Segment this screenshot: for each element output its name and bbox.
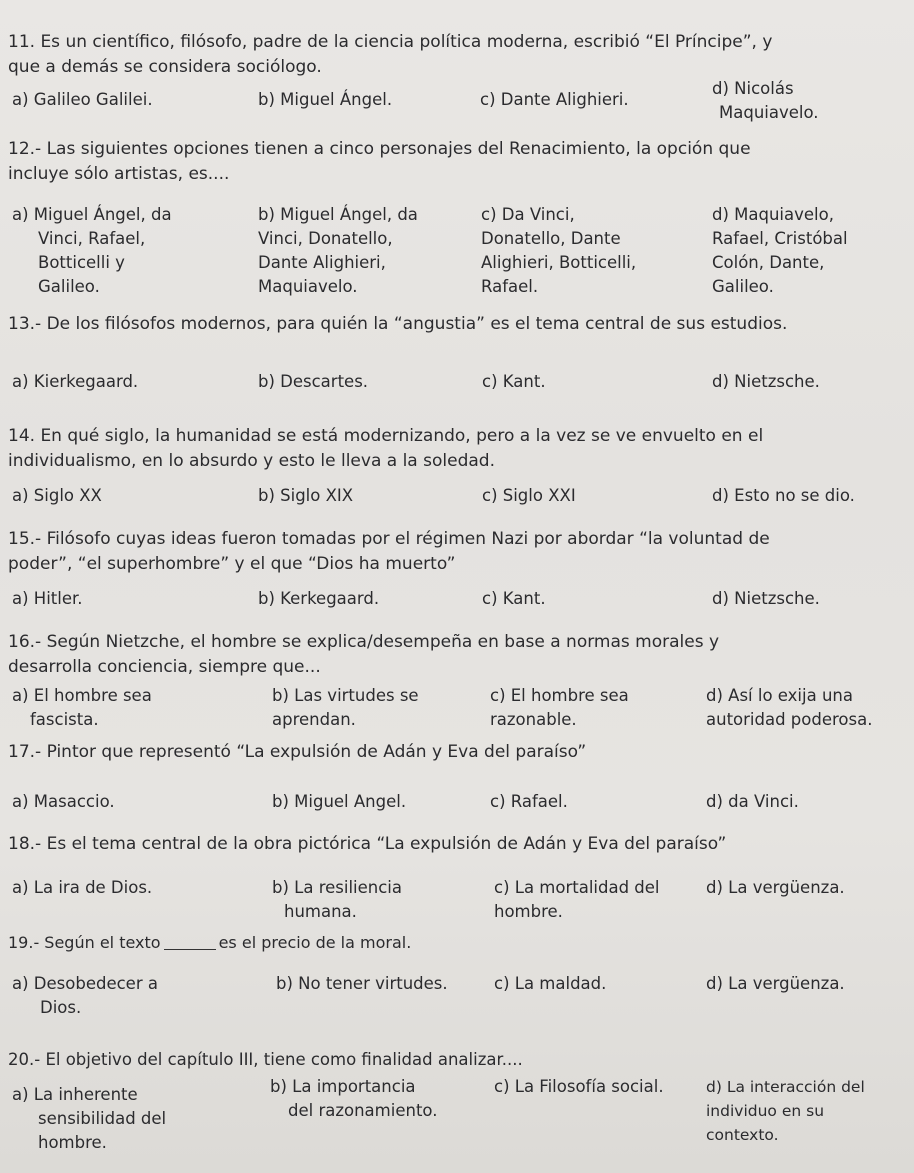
- option-12-b[interactable]: b) Miguel Ángel, da Vinci, Donatello, Dante Alighieri, Maquiavelo.: [258, 205, 418, 296]
- question-text-line: 18.- Es el tema central de la obra pictórica “La expulsión de Adán y Eva del paraíso”: [8, 834, 727, 854]
- option-20-c[interactable]: c) La Filosofía social.: [494, 1077, 664, 1096]
- option-15-a[interactable]: a) Hitler.: [12, 589, 83, 608]
- option-18-d[interactable]: d) La vergüenza.: [706, 878, 845, 897]
- option-15-b[interactable]: b) Kerkegaard.: [258, 589, 380, 608]
- option-17-b[interactable]: b) Miguel Angel.: [272, 792, 407, 811]
- option-15-c[interactable]: c) Kant.: [482, 589, 546, 608]
- option-18-c[interactable]: c) La mortalidad del hombre.: [494, 878, 660, 921]
- question-15: [8, 527, 770, 577]
- option-20-b[interactable]: b) La importancia del razonamiento.: [270, 1077, 438, 1120]
- option-14-c[interactable]: c) Siglo XXI: [482, 486, 576, 505]
- option-19-b[interactable]: b) No tener virtudes.: [276, 974, 448, 993]
- option-17-c[interactable]: c) Rafael.: [490, 792, 568, 811]
- question-14: [8, 424, 763, 474]
- option-17-a[interactable]: a) Masaccio.: [12, 792, 115, 811]
- option-11-d[interactable]: d) Nicolás Maquiavelo.: [712, 79, 819, 122]
- option-16-a[interactable]: a) El hombre sea fascista.: [12, 686, 152, 729]
- option-13-a[interactable]: a) Kierkegaard.: [12, 372, 139, 391]
- question-11: [8, 30, 772, 80]
- question-text-line: poder”, “el superhombre” y el que “Dios ha muerto”: [8, 554, 456, 574]
- question-text-line: 20.- El objetivo del capítulo III, tiene como finalidad analizar....: [8, 1050, 523, 1069]
- question-20: [8, 1047, 523, 1072]
- question-18: [8, 832, 726, 857]
- option-13-d[interactable]: d) Nietzsche.: [712, 372, 820, 391]
- option-14-a[interactable]: a) Siglo XX: [12, 486, 102, 505]
- question-19: [8, 930, 411, 955]
- option-19-d[interactable]: d) La vergüenza.: [706, 974, 845, 993]
- question-text-line: 11. Es un científico, filósofo, padre de la ciencia política moderna, escribió “El Príncipe”, y: [8, 32, 773, 52]
- option-12-d[interactable]: d) Maquiavelo, Rafael, Cristóbal Colón, Dante, Galileo.: [712, 205, 848, 296]
- option-11-a[interactable]: a) Galileo Galilei.: [12, 90, 153, 109]
- question-text-line: que a demás se considera sociólogo.: [8, 57, 322, 77]
- question-text: es el precio de la moral.: [218, 933, 412, 952]
- option-19-c[interactable]: c) La maldad.: [494, 974, 607, 993]
- option-14-b[interactable]: b) Siglo XIX: [258, 486, 354, 505]
- question-text-line: individualismo, en lo absurdo y esto le lleva a la soledad.: [8, 451, 495, 471]
- option-20-d[interactable]: d) La interacción del individuo en su contexto.: [706, 1078, 865, 1144]
- option-13-b[interactable]: b) Descartes.: [258, 372, 369, 391]
- answer-blank[interactable]: [164, 933, 216, 950]
- question-text-line: 12.- Las siguientes opciones tienen a cinco personajes del Renacimiento, la opción que: [8, 139, 751, 159]
- question-13: [8, 312, 787, 337]
- question-12: [8, 137, 751, 187]
- option-16-d[interactable]: d) Así lo exija una autoridad poderosa.: [706, 686, 873, 729]
- question-text-line: 16.- Según Nietzche, el hombre se explica/desempeña en base a normas morales y: [8, 632, 720, 652]
- option-16-b[interactable]: b) Las virtudes se aprendan.: [272, 686, 419, 729]
- option-12-c[interactable]: c) Da Vinci, Donatello, Dante Alighieri, Botticelli, Rafael.: [481, 205, 637, 296]
- question-17: [8, 740, 586, 765]
- option-19-a[interactable]: a) Desobedecer a Dios.: [12, 974, 158, 1017]
- question-text-line: 15.- Filósofo cuyas ideas fueron tomadas por el régimen Nazi por abordar “la voluntad de: [8, 529, 770, 549]
- option-16-c[interactable]: c) El hombre sea razonable.: [490, 686, 629, 729]
- option-17-d[interactable]: d) da Vinci.: [706, 792, 799, 811]
- option-15-d[interactable]: d) Nietzsche.: [712, 589, 820, 608]
- question-text-line: 13.- De los filósofos modernos, para quién la “angustia” es el tema central de sus estudios.: [8, 314, 788, 334]
- option-18-a[interactable]: a) La ira de Dios.: [12, 878, 153, 897]
- option-14-d[interactable]: d) Esto no se dio.: [712, 486, 855, 505]
- option-12-a[interactable]: a) Miguel Ángel, da Vinci, Rafael, Botticelli y Galileo.: [12, 205, 172, 296]
- question-text-line: 17.- Pintor que representó “La expulsión de Adán y Eva del paraíso”: [8, 742, 587, 762]
- option-13-c[interactable]: c) Kant.: [482, 372, 546, 391]
- question-16: [8, 630, 719, 680]
- question-text-line: incluye sólo artistas, es....: [8, 164, 230, 184]
- option-20-a[interactable]: a) La inherente sensibilidad del hombre.: [12, 1085, 167, 1152]
- question-text-line: desarrolla conciencia, siempre que...: [8, 657, 321, 677]
- option-11-b[interactable]: b) Miguel Ángel.: [258, 90, 393, 109]
- question-text: 19.- Según el texto: [8, 933, 161, 952]
- question-text-line: 14. En qué siglo, la humanidad se está modernizando, pero a la vez se ve envuelto en el: [8, 426, 764, 446]
- option-11-c[interactable]: c) Dante Alighieri.: [480, 90, 629, 109]
- option-18-b[interactable]: b) La resiliencia humana.: [272, 878, 403, 921]
